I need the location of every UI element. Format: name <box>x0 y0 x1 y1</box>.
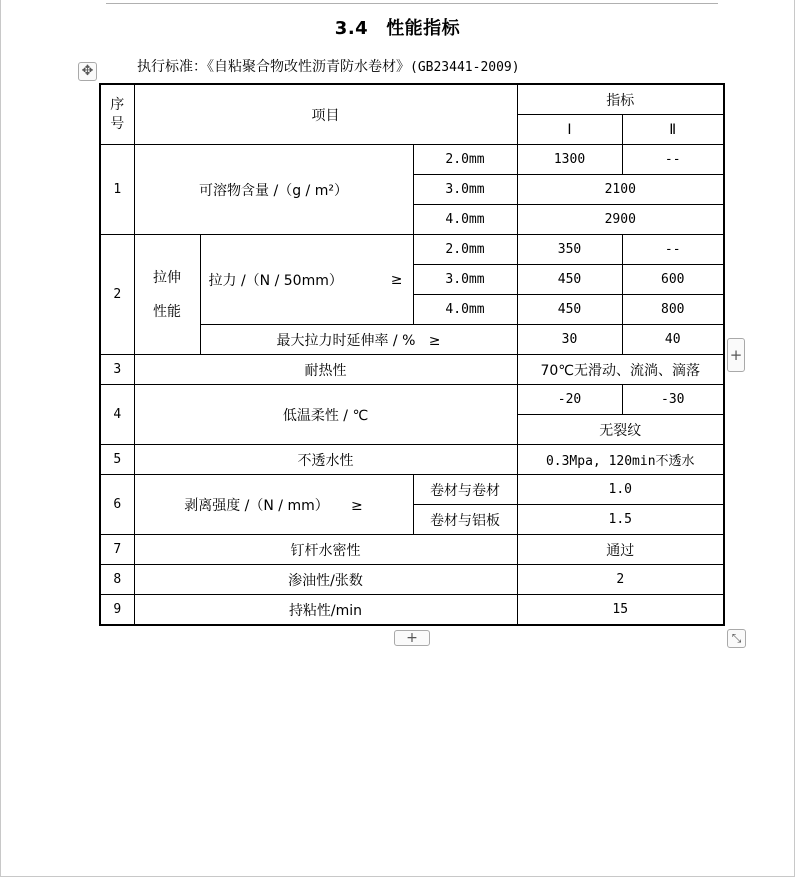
thickness-cell[interactable]: 4.0mm <box>413 295 517 325</box>
elongation-symbol: ≥ <box>428 332 441 349</box>
group-label-line1: 拉伸 <box>153 269 181 286</box>
table-row <box>100 145 724 175</box>
section-number: 3.4 <box>334 18 369 39</box>
item-cell[interactable] <box>134 475 413 535</box>
group-label-cell[interactable] <box>134 235 200 355</box>
section-title: 性能指标 <box>386 18 461 39</box>
elongation-label: 最大拉力时延伸率 / % <box>276 332 416 349</box>
seq-cell[interactable]: 2 <box>100 235 134 355</box>
item-cell[interactable]: 可溶物含量 /（g / m²） <box>134 145 413 235</box>
merged-value-cell[interactable]: 无裂纹 <box>517 415 724 445</box>
table-move-handle-icon[interactable]: ✥ <box>78 62 97 81</box>
header-row <box>100 84 724 115</box>
seq-cell[interactable]: 7 <box>100 535 134 565</box>
grade2-value-cell[interactable]: -- <box>622 145 724 175</box>
grade2-value-cell[interactable]: 40 <box>622 325 724 355</box>
sub-item-cell[interactable]: 卷材与卷材 <box>413 475 517 505</box>
tension-symbol: ≥ <box>390 271 403 288</box>
grade1-value-cell[interactable]: 450 <box>517 295 622 325</box>
header-seq-line2: 号 <box>110 115 125 132</box>
seq-cell[interactable]: 8 <box>100 565 134 595</box>
tension-label-cell[interactable] <box>200 235 413 325</box>
seq-cell[interactable]: 1 <box>100 145 134 235</box>
merged-value-cell[interactable]: 1.5 <box>517 505 724 535</box>
grade2-value-cell[interactable]: -- <box>622 235 724 265</box>
table-row <box>100 535 724 565</box>
table-resize-handle-icon[interactable]: ⤡ <box>727 629 746 648</box>
standard-code: (GB23441-2009) <box>410 60 520 75</box>
merged-value-cell[interactable]: 70℃无滑动、流淌、滴落 <box>517 355 724 385</box>
item-cell[interactable]: 耐热性 <box>134 355 517 385</box>
grade1-value-cell[interactable]: 450 <box>517 265 622 295</box>
peel-symbol: ≥ <box>351 497 363 514</box>
merged-value-cell[interactable]: 2100 <box>517 175 724 205</box>
header-grade1-cell[interactable]: Ⅰ <box>517 115 622 145</box>
grade2-value-cell[interactable]: 600 <box>622 265 724 295</box>
seq-cell[interactable]: 6 <box>100 475 134 535</box>
header-item-cell[interactable]: 项目 <box>134 84 517 145</box>
standard-line <box>137 56 520 76</box>
seq-cell[interactable]: 4 <box>100 385 134 445</box>
table-row <box>100 595 724 626</box>
merged-value-cell[interactable]: 1.0 <box>517 475 724 505</box>
table-row <box>100 565 724 595</box>
item-cell[interactable]: 渗油性/张数 <box>134 565 517 595</box>
tension-label: 拉力 /（N / 50mm） <box>208 272 343 289</box>
table-row <box>100 385 724 415</box>
grade1-value-cell[interactable]: 350 <box>517 235 622 265</box>
item-cell[interactable]: 低温柔性 / ℃ <box>134 385 517 445</box>
thickness-cell[interactable]: 2.0mm <box>413 235 517 265</box>
grade2-value-cell[interactable]: 800 <box>622 295 724 325</box>
header-grade2-cell[interactable]: Ⅱ <box>622 115 724 145</box>
group-label-line2: 性能 <box>153 303 181 320</box>
thickness-cell[interactable]: 2.0mm <box>413 145 517 175</box>
item-cell[interactable]: 钉杆水密性 <box>134 535 517 565</box>
merged-value-cell[interactable]: 2 <box>517 565 724 595</box>
performance-table[interactable] <box>99 83 725 626</box>
thickness-cell[interactable]: 3.0mm <box>413 175 517 205</box>
header-rule <box>106 3 718 4</box>
section-heading <box>0 14 795 40</box>
grade2-value-cell[interactable]: -30 <box>622 385 724 415</box>
sub-item-cell[interactable]: 卷材与铝板 <box>413 505 517 535</box>
elongation-label-cell[interactable] <box>200 325 517 355</box>
thickness-cell[interactable]: 3.0mm <box>413 265 517 295</box>
table-row <box>100 235 724 265</box>
table-row <box>100 355 724 385</box>
seq-cell[interactable]: 9 <box>100 595 134 626</box>
seq-cell[interactable]: 3 <box>100 355 134 385</box>
item-cell[interactable]: 不透水性 <box>134 445 517 475</box>
grade1-value-cell[interactable]: -20 <box>517 385 622 415</box>
item-cell[interactable]: 持粘性/min <box>134 595 517 626</box>
merged-value-cell[interactable]: 15 <box>517 595 724 626</box>
merged-value-cell[interactable]: 通过 <box>517 535 724 565</box>
thickness-cell[interactable]: 4.0mm <box>413 205 517 235</box>
merged-value-cell[interactable]: 2900 <box>517 205 724 235</box>
grade1-value-cell[interactable]: 30 <box>517 325 622 355</box>
merged-value-cell[interactable]: 0.3Mpa, 120min不透水 <box>517 445 724 475</box>
grade1-value-cell[interactable]: 1300 <box>517 145 622 175</box>
standard-prefix: 执行标准：《自粘聚合物改性沥青防水卷材》 <box>137 59 410 75</box>
header-indicator-cell[interactable]: 指标 <box>517 84 724 115</box>
add-column-button[interactable]: + <box>727 338 745 372</box>
header-seq-cell[interactable] <box>100 84 134 145</box>
seq-cell[interactable]: 5 <box>100 445 134 475</box>
add-row-button[interactable]: + <box>394 630 430 646</box>
table-row <box>100 475 724 505</box>
peel-label: 剥离强度 /（N / mm） <box>184 497 329 514</box>
table-row <box>100 445 724 475</box>
header-seq-line1: 序 <box>110 96 125 113</box>
